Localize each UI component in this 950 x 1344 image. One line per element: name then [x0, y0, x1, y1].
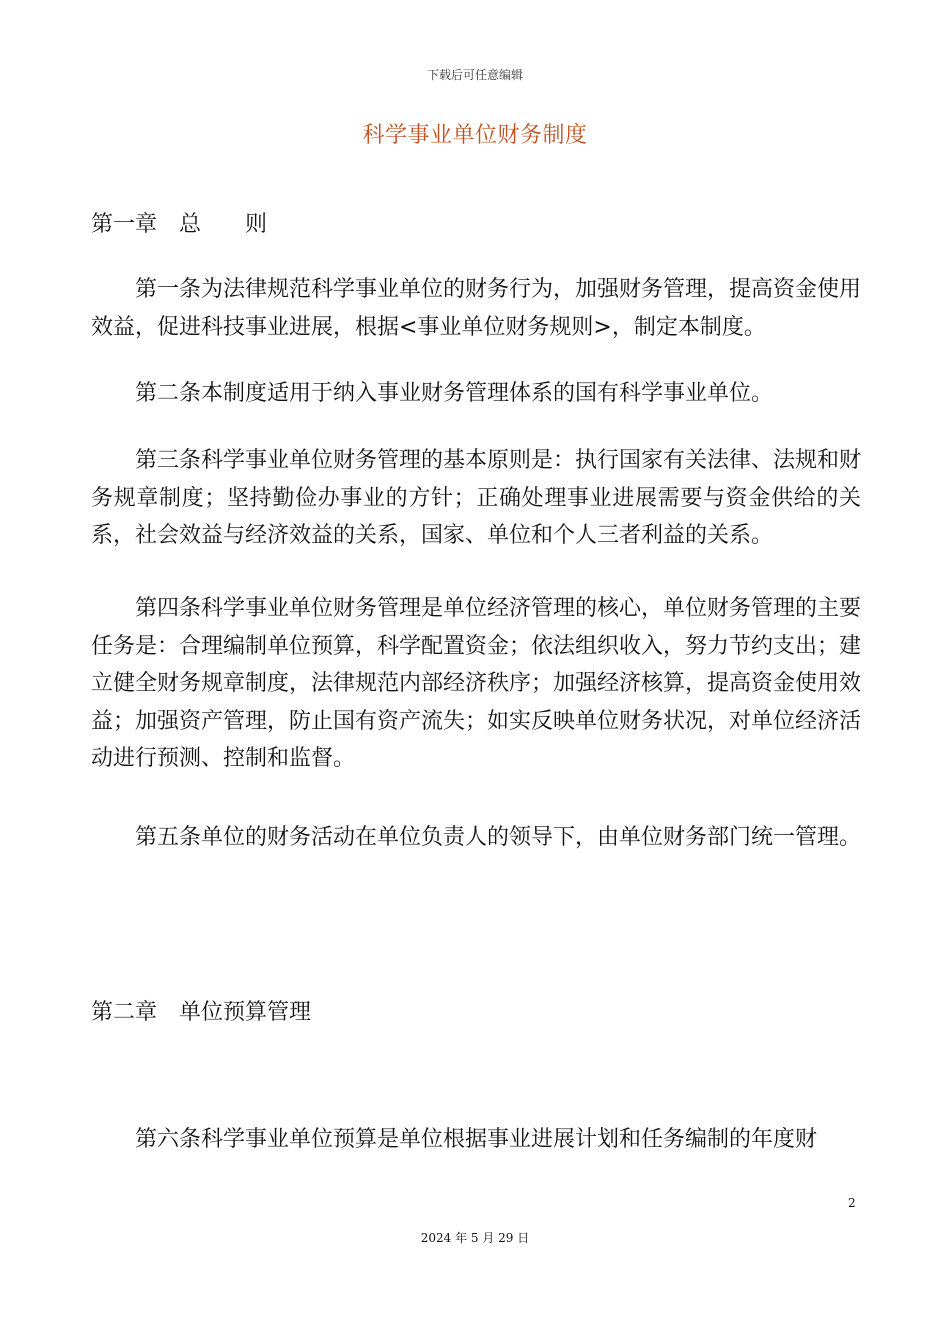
footer-date: 2024 年 5 月 29 日	[420, 1231, 530, 1245]
chapter-2-heading: 第二章 单位预算管理	[91, 1000, 312, 1025]
article-6: 第六条科学事业单位预算是单位根据事业进展计划和任务编制的年度财	[135, 1127, 818, 1152]
article-4: 第四条科学事业单位财务管理是单位经济管理的核心，单位财务管理的主要任务是：合理编制单位预算，科学配置资金；依法组织收入，努力节约支出；建立健全财务规章制度，法律规范内部经济秩序；加强经济核算，提高资金使用效益；加强资产管理，防止国有资产流失；如实反映单位财务状况，对单位经济活动进行预测、控制和监督。	[91, 596, 862, 771]
page-number: 2	[848, 1196, 856, 1210]
article-1: 第一条为法律规范科学事业单位的财务行为，加强财务管理，提高资金使用效益，促进科技事业进展，根据<事业单位财务规则>，制定本制度。	[91, 277, 862, 340]
page-header: 下载后可任意编辑	[426, 68, 523, 82]
article-3: 第三条科学事业单位财务管理的基本原则是：执行国家有关法律、法规和财务规章制度；坚持勤俭办事业的方针；正确处理事业进展需要与资金供给的关系，社会效益与经济效益的关系，国家、单位和个人三者利益的关系。	[91, 448, 862, 548]
article-2: 第二条本制度适用于纳入事业财务管理体系的国有科学事业单位。	[135, 381, 774, 406]
document-title: 科学事业单位财务制度	[362, 123, 588, 148]
article-5: 第五条单位的财务活动在单位负责人的领导下，由单位财务部门统一管理。	[135, 825, 862, 850]
chapter-1-heading: 第一章 总 则	[91, 212, 268, 237]
